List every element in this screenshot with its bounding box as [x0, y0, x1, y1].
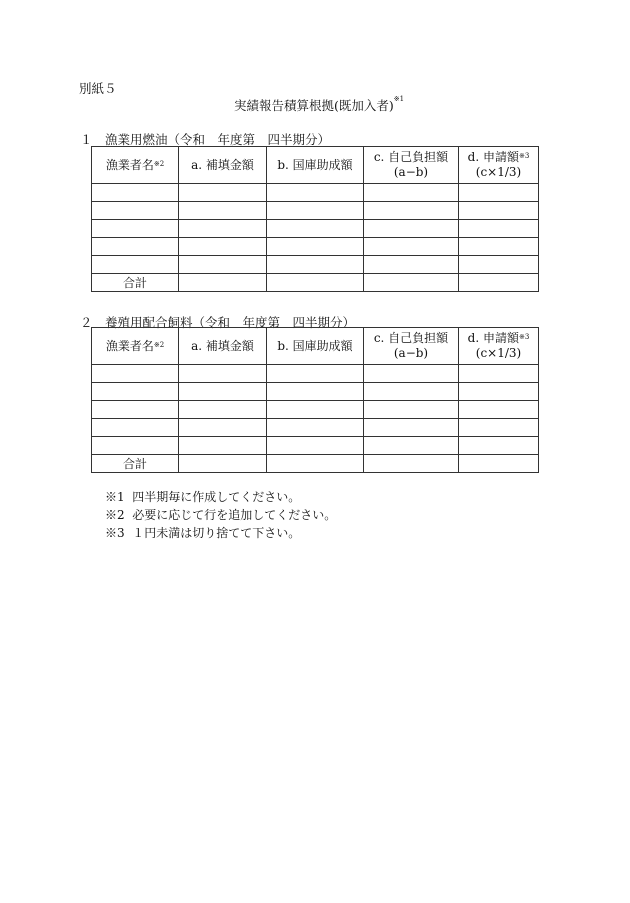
table-cell[interactable] [364, 383, 459, 401]
col-national-subsidy: b. 国庫助成額 [267, 147, 364, 184]
table-row [92, 419, 539, 437]
col-self-burden: c. 自己負担額 (a−b) [364, 147, 459, 184]
table-cell[interactable] [267, 202, 364, 220]
table-cell[interactable] [364, 401, 459, 419]
table-row [92, 256, 539, 274]
footnote-mark-3: ※3 [518, 333, 530, 341]
table-cell[interactable] [459, 401, 539, 419]
table-cell[interactable] [92, 419, 179, 437]
section-heading-feed: ２ 養殖用配合飼料（令和 年度第 四半期分） [80, 315, 356, 330]
total-row [92, 274, 539, 292]
table-cell[interactable] [92, 238, 179, 256]
footnote-2: ※2 必要に応じて行を追加してください。 [105, 508, 337, 522]
table-cell[interactable] [364, 365, 459, 383]
total-label: 合計 [92, 455, 179, 473]
footnote-mark-2: ※2 [153, 159, 165, 168]
col-fisher-name: 漁業者名$^{※2}$ [92, 147, 179, 184]
table-cell[interactable] [179, 256, 267, 274]
footnote-mark-3: ※3 [518, 152, 530, 160]
table-cell[interactable] [179, 437, 267, 455]
table-cell[interactable] [459, 455, 539, 473]
table-cell[interactable] [267, 365, 364, 383]
table-cell[interactable] [364, 437, 459, 455]
table-cell[interactable] [364, 419, 459, 437]
table-cell[interactable] [267, 419, 364, 437]
footnotes [105, 488, 336, 542]
table-cell[interactable] [364, 202, 459, 220]
table-cell[interactable] [459, 256, 539, 274]
table-row [92, 401, 539, 419]
table-cell[interactable] [364, 238, 459, 256]
table-cell[interactable] [92, 256, 179, 274]
table-header-row [92, 147, 539, 184]
table-cell[interactable] [459, 220, 539, 238]
fuel-calc-table [91, 146, 539, 292]
table-cell[interactable] [267, 220, 364, 238]
footnote-mark-2: ※2 [153, 340, 165, 349]
title-text: 実績報告積算根拠(既加入者) [233, 98, 394, 113]
section-heading-fuel: １ 漁業用燃油（令和 年度第 四半期分） [80, 132, 331, 147]
table-cell[interactable] [92, 184, 179, 202]
table-cell[interactable] [179, 383, 267, 401]
table-cell[interactable] [92, 383, 179, 401]
col-compensation-amount: a. 補填金額 [179, 147, 267, 184]
table-cell[interactable] [364, 455, 459, 473]
table-cell[interactable] [92, 220, 179, 238]
table-cell[interactable] [267, 383, 364, 401]
col-application-amount: d. 申請額$^{※3}$ (c×1/3) [459, 328, 539, 365]
total-label: 合計 [92, 274, 179, 292]
table-cell[interactable] [267, 437, 364, 455]
table-row [92, 202, 539, 220]
col-national-subsidy: b. 国庫助成額 [267, 328, 364, 365]
table-cell[interactable] [459, 419, 539, 437]
table-row [92, 238, 539, 256]
table-cell[interactable] [92, 401, 179, 419]
table-cell[interactable] [179, 365, 267, 383]
col-application-amount: d. 申請額$^{※3}$ (c×1/3) [459, 147, 539, 184]
col-compensation-amount: a. 補填金額 [179, 328, 267, 365]
table-cell[interactable] [179, 220, 267, 238]
table-cell[interactable] [267, 274, 364, 292]
table-cell[interactable] [92, 202, 179, 220]
table-row [92, 365, 539, 383]
table-cell[interactable] [179, 455, 267, 473]
table-cell[interactable] [459, 238, 539, 256]
table-cell[interactable] [459, 202, 539, 220]
table-cell[interactable] [92, 365, 179, 383]
title-footnote-mark: ※1 [393, 95, 405, 103]
table-cell[interactable] [267, 184, 364, 202]
table-header-row [92, 328, 539, 365]
table-cell[interactable] [179, 401, 267, 419]
table-cell[interactable] [267, 256, 364, 274]
col-fisher-name: 漁業者名$^{※2}$ [92, 328, 179, 365]
table-cell[interactable] [179, 238, 267, 256]
footnote-1: ※1 四半期毎に作成してください。 [105, 490, 301, 504]
table-row [92, 383, 539, 401]
table-cell[interactable] [459, 383, 539, 401]
table-cell[interactable] [92, 437, 179, 455]
table-cell[interactable] [267, 238, 364, 256]
table-cell[interactable] [459, 365, 539, 383]
table-cell[interactable] [267, 455, 364, 473]
total-row [92, 455, 539, 473]
document-title [0, 96, 630, 114]
table-cell[interactable] [459, 437, 539, 455]
feed-calc-table [91, 327, 539, 473]
table-cell[interactable] [364, 274, 459, 292]
table-row [92, 220, 539, 238]
table-cell[interactable] [267, 401, 364, 419]
table-cell[interactable] [459, 184, 539, 202]
table-cell[interactable] [179, 184, 267, 202]
table-cell[interactable] [459, 274, 539, 292]
table-cell[interactable] [364, 256, 459, 274]
attachment-label: 別紙５ [79, 81, 117, 96]
table-cell[interactable] [179, 419, 267, 437]
footnote-3: ※3 １円未満は切り捨てて下さい。 [105, 526, 301, 540]
table-cell[interactable] [364, 184, 459, 202]
col-self-burden: c. 自己負担額 (a−b) [364, 328, 459, 365]
table-row [92, 437, 539, 455]
table-cell[interactable] [179, 202, 267, 220]
table-row [92, 184, 539, 202]
table-cell[interactable] [179, 274, 267, 292]
table-cell[interactable] [364, 220, 459, 238]
